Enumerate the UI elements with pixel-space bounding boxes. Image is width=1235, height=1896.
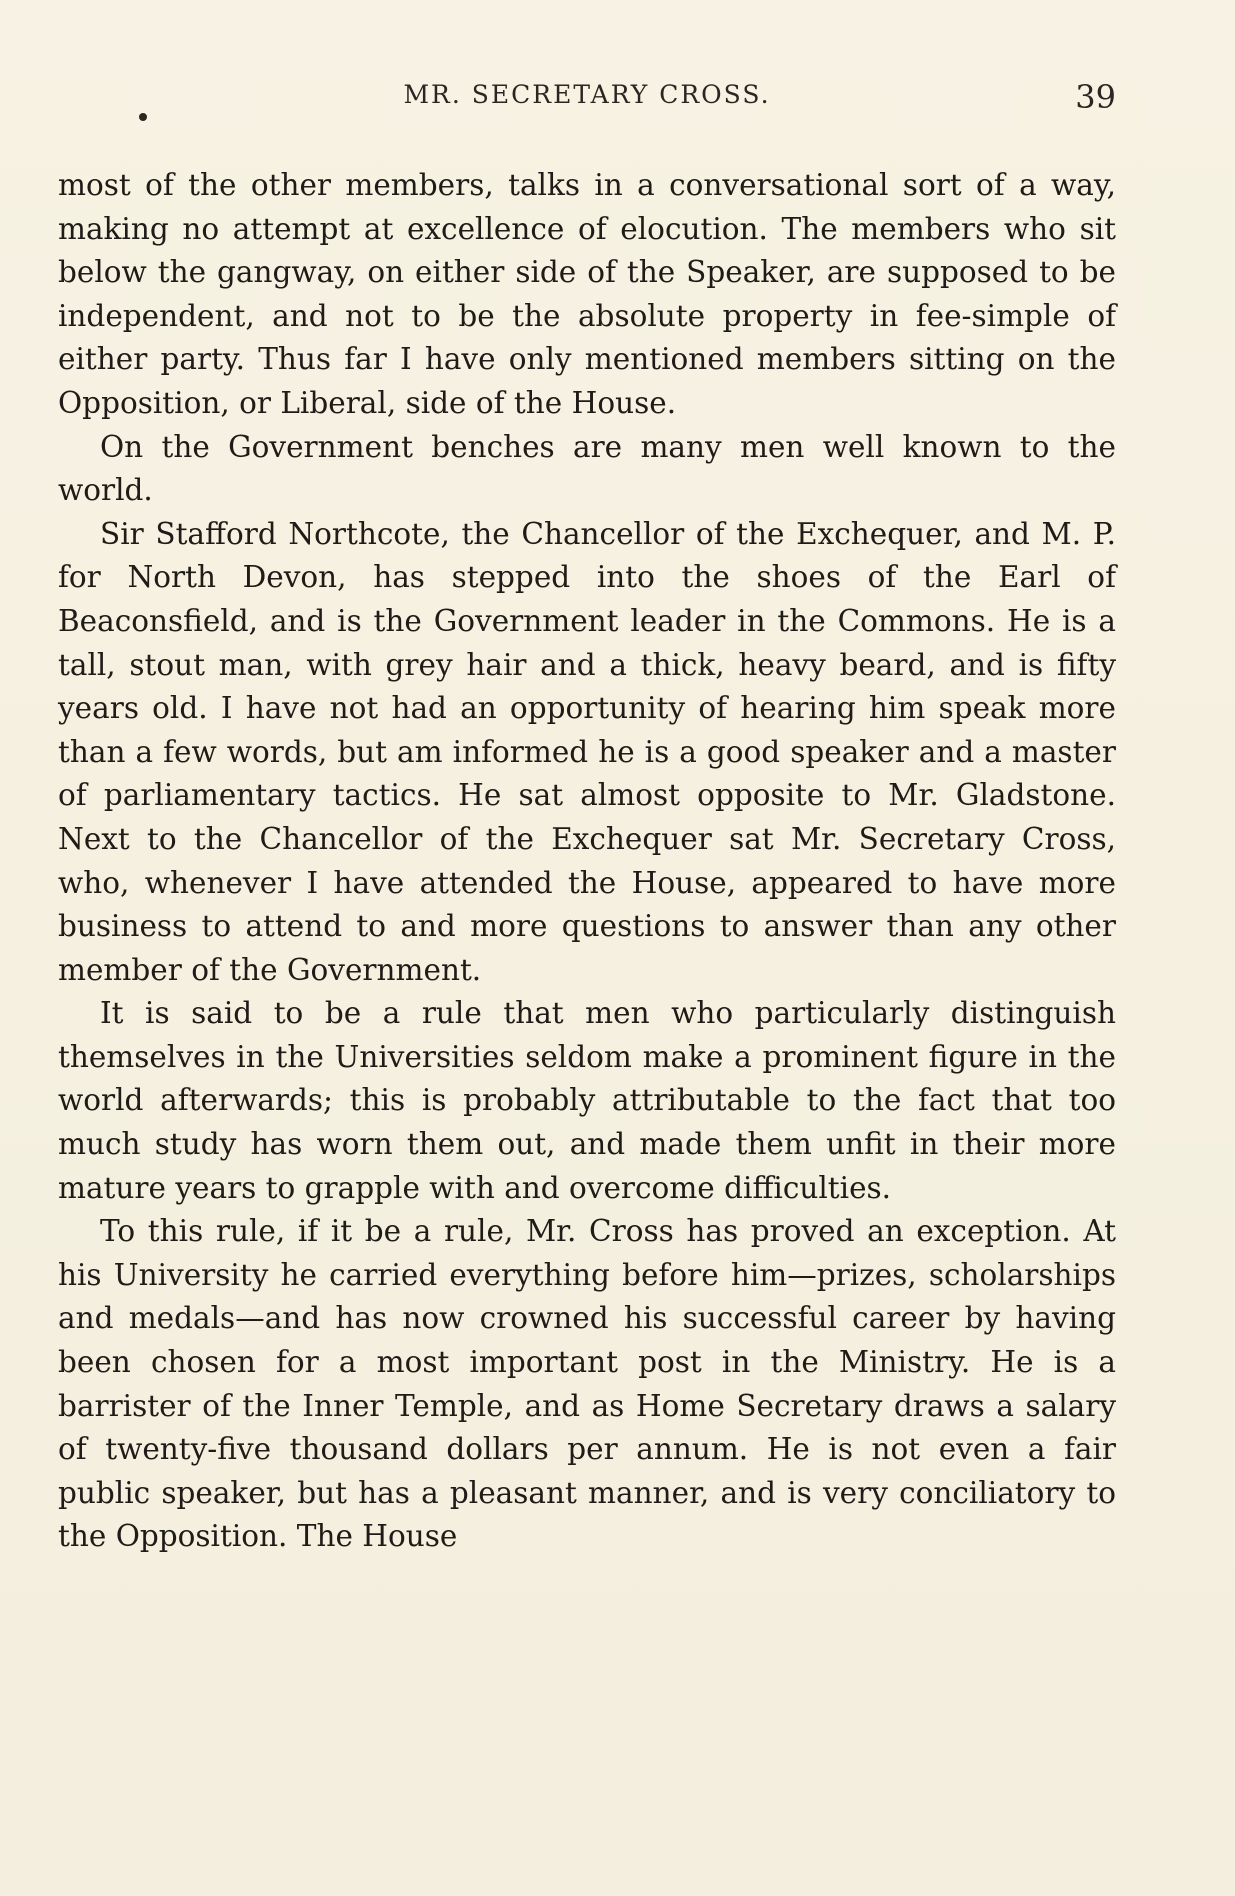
paragraph-1: most of the other members, talks in a conversational sort of a way, making no attempt at excellence of elocution. The members who sit below the gangway, on either side of the Speaker, are supposed to be independent, and not to be the absolute property in fee-simple of either party. Thus far I have only mentioned members sitting on the Opposition, or Liberal, side of the House. bbox=[58, 168, 1116, 420]
ink-speck bbox=[139, 113, 147, 121]
paragraph-4: It is said to be a rule that men who particularly distinguish themselves in the Universities seldom make a prominent figure in the world afterwards; this is probably attributable to the fact that too much study has worn them out, and made them unfit in their more mature years to grapple with and overcome difficulties. bbox=[58, 996, 1116, 1205]
body-text bbox=[58, 164, 1116, 1559]
page-number: 39 bbox=[1075, 78, 1116, 116]
paragraph-2: On the Government benches are many men well known to the world. bbox=[58, 429, 1116, 508]
paragraph-3: Sir Stafford Northcote, the Chancellor of the Exchequer, and M. P. for North Devon, has stepped into the shoes of the Earl of Beaconsfield, and is the Government leader in the Commons. He is a tall, stout man, with grey hair and a thick, heavy beard, and is fifty years old. I have not had an opportunity of hearing him speak more than a few words, but am informed he is a good speaker and a master of parliamentary tactics. He sat almost opposite to Mr. Gladstone. Next to the Chancellor of the Exchequer sat Mr. Secretary Cross, who, whenever I have attended the House, appeared to have more business to attend to and more questions to answer than any other member of the Government. bbox=[58, 516, 1116, 987]
paragraph-5: To this rule, if it be a rule, Mr. Cross has proved an exception. At his University he carried everything before him—prizes, scholarships and medals—and has now crowned his successful career by having been chosen for a most important post in the Ministry. He is a barrister of the Inner Temple, and as Home Secretary draws a salary of twenty-five thousand dollars per annum. He is not even a fair public speaker, but has a pleasant manner, and is very conciliatory to the Opposition. The House bbox=[58, 1214, 1116, 1554]
running-title: MR. SECRETARY CROSS. bbox=[403, 80, 771, 109]
page-header bbox=[58, 80, 1116, 120]
